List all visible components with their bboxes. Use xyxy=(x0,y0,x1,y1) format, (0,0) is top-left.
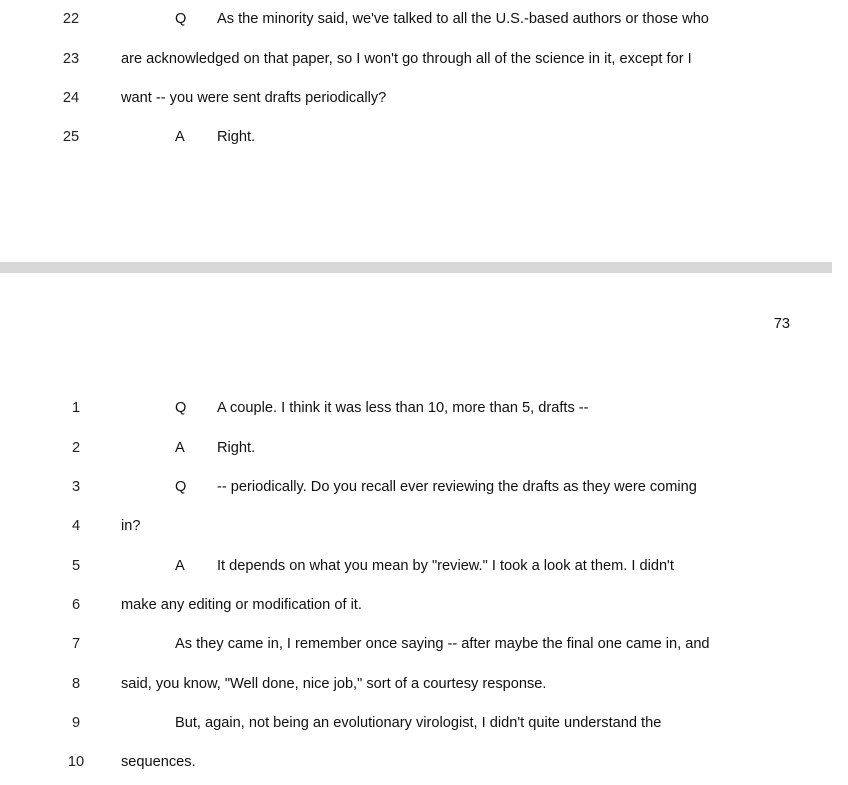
transcript-line xyxy=(0,672,848,696)
speaker-label: A xyxy=(175,129,185,145)
line-number: 6 xyxy=(71,597,81,613)
line-number: 8 xyxy=(71,676,81,692)
line-number: 10 xyxy=(67,754,85,770)
transcript-line xyxy=(0,475,848,499)
line-text: As they came in, I remember once saying -- after maybe the final one came in, and xyxy=(175,636,710,652)
line-text: Right. xyxy=(217,129,256,145)
transcript-line xyxy=(0,7,848,31)
line-text: -- periodically. Do you recall ever reviewing the drafts as they were coming xyxy=(217,479,697,495)
line-text: want -- you were sent drafts periodically? xyxy=(121,90,387,106)
speaker-label: A xyxy=(175,440,185,456)
line-text: said, you know, "Well done, nice job," sort of a courtesy response. xyxy=(121,676,547,692)
line-text: It depends on what you mean by "review." I took a look at them. I didn't xyxy=(217,558,674,574)
page-number: 73 xyxy=(773,316,790,332)
line-number: 24 xyxy=(62,90,80,106)
page-break-divider xyxy=(0,262,832,273)
line-text: are acknowledged on that paper, so I won't go through all of the science in it, except for I xyxy=(121,51,692,67)
line-number: 25 xyxy=(62,129,80,145)
line-text: Right. xyxy=(217,440,256,456)
line-number: 9 xyxy=(71,715,81,731)
speaker-label: Q xyxy=(175,400,187,416)
line-number: 7 xyxy=(71,636,81,652)
transcript-line xyxy=(0,750,848,774)
line-number: 4 xyxy=(71,518,81,534)
line-text: sequences. xyxy=(121,754,196,770)
line-number: 23 xyxy=(62,51,80,67)
transcript-line xyxy=(0,514,848,538)
speaker-label: Q xyxy=(175,11,187,27)
line-text: But, again, not being an evolutionary virologist, I didn't quite understand the xyxy=(175,715,662,731)
line-text: in? xyxy=(121,518,141,534)
line-text: make any editing or modification of it. xyxy=(121,597,362,613)
transcript-line xyxy=(0,125,848,149)
transcript-line xyxy=(0,554,848,578)
line-number: 1 xyxy=(71,400,81,416)
transcript-line xyxy=(0,711,848,735)
transcript-line xyxy=(0,396,848,420)
transcript-line xyxy=(0,47,848,71)
speaker-label: A xyxy=(175,558,185,574)
line-text: A couple. I think it was less than 10, more than 5, drafts -- xyxy=(217,400,589,416)
line-text: As the minority said, we've talked to all the U.S.-based authors or those who xyxy=(217,11,709,27)
line-number: 3 xyxy=(71,479,81,495)
transcript-line xyxy=(0,632,848,656)
line-number: 22 xyxy=(62,11,80,27)
speaker-label: Q xyxy=(175,479,187,495)
transcript-line xyxy=(0,86,848,110)
line-number: 5 xyxy=(71,558,81,574)
transcript-line xyxy=(0,436,848,460)
transcript-line xyxy=(0,593,848,617)
line-number: 2 xyxy=(71,440,81,456)
